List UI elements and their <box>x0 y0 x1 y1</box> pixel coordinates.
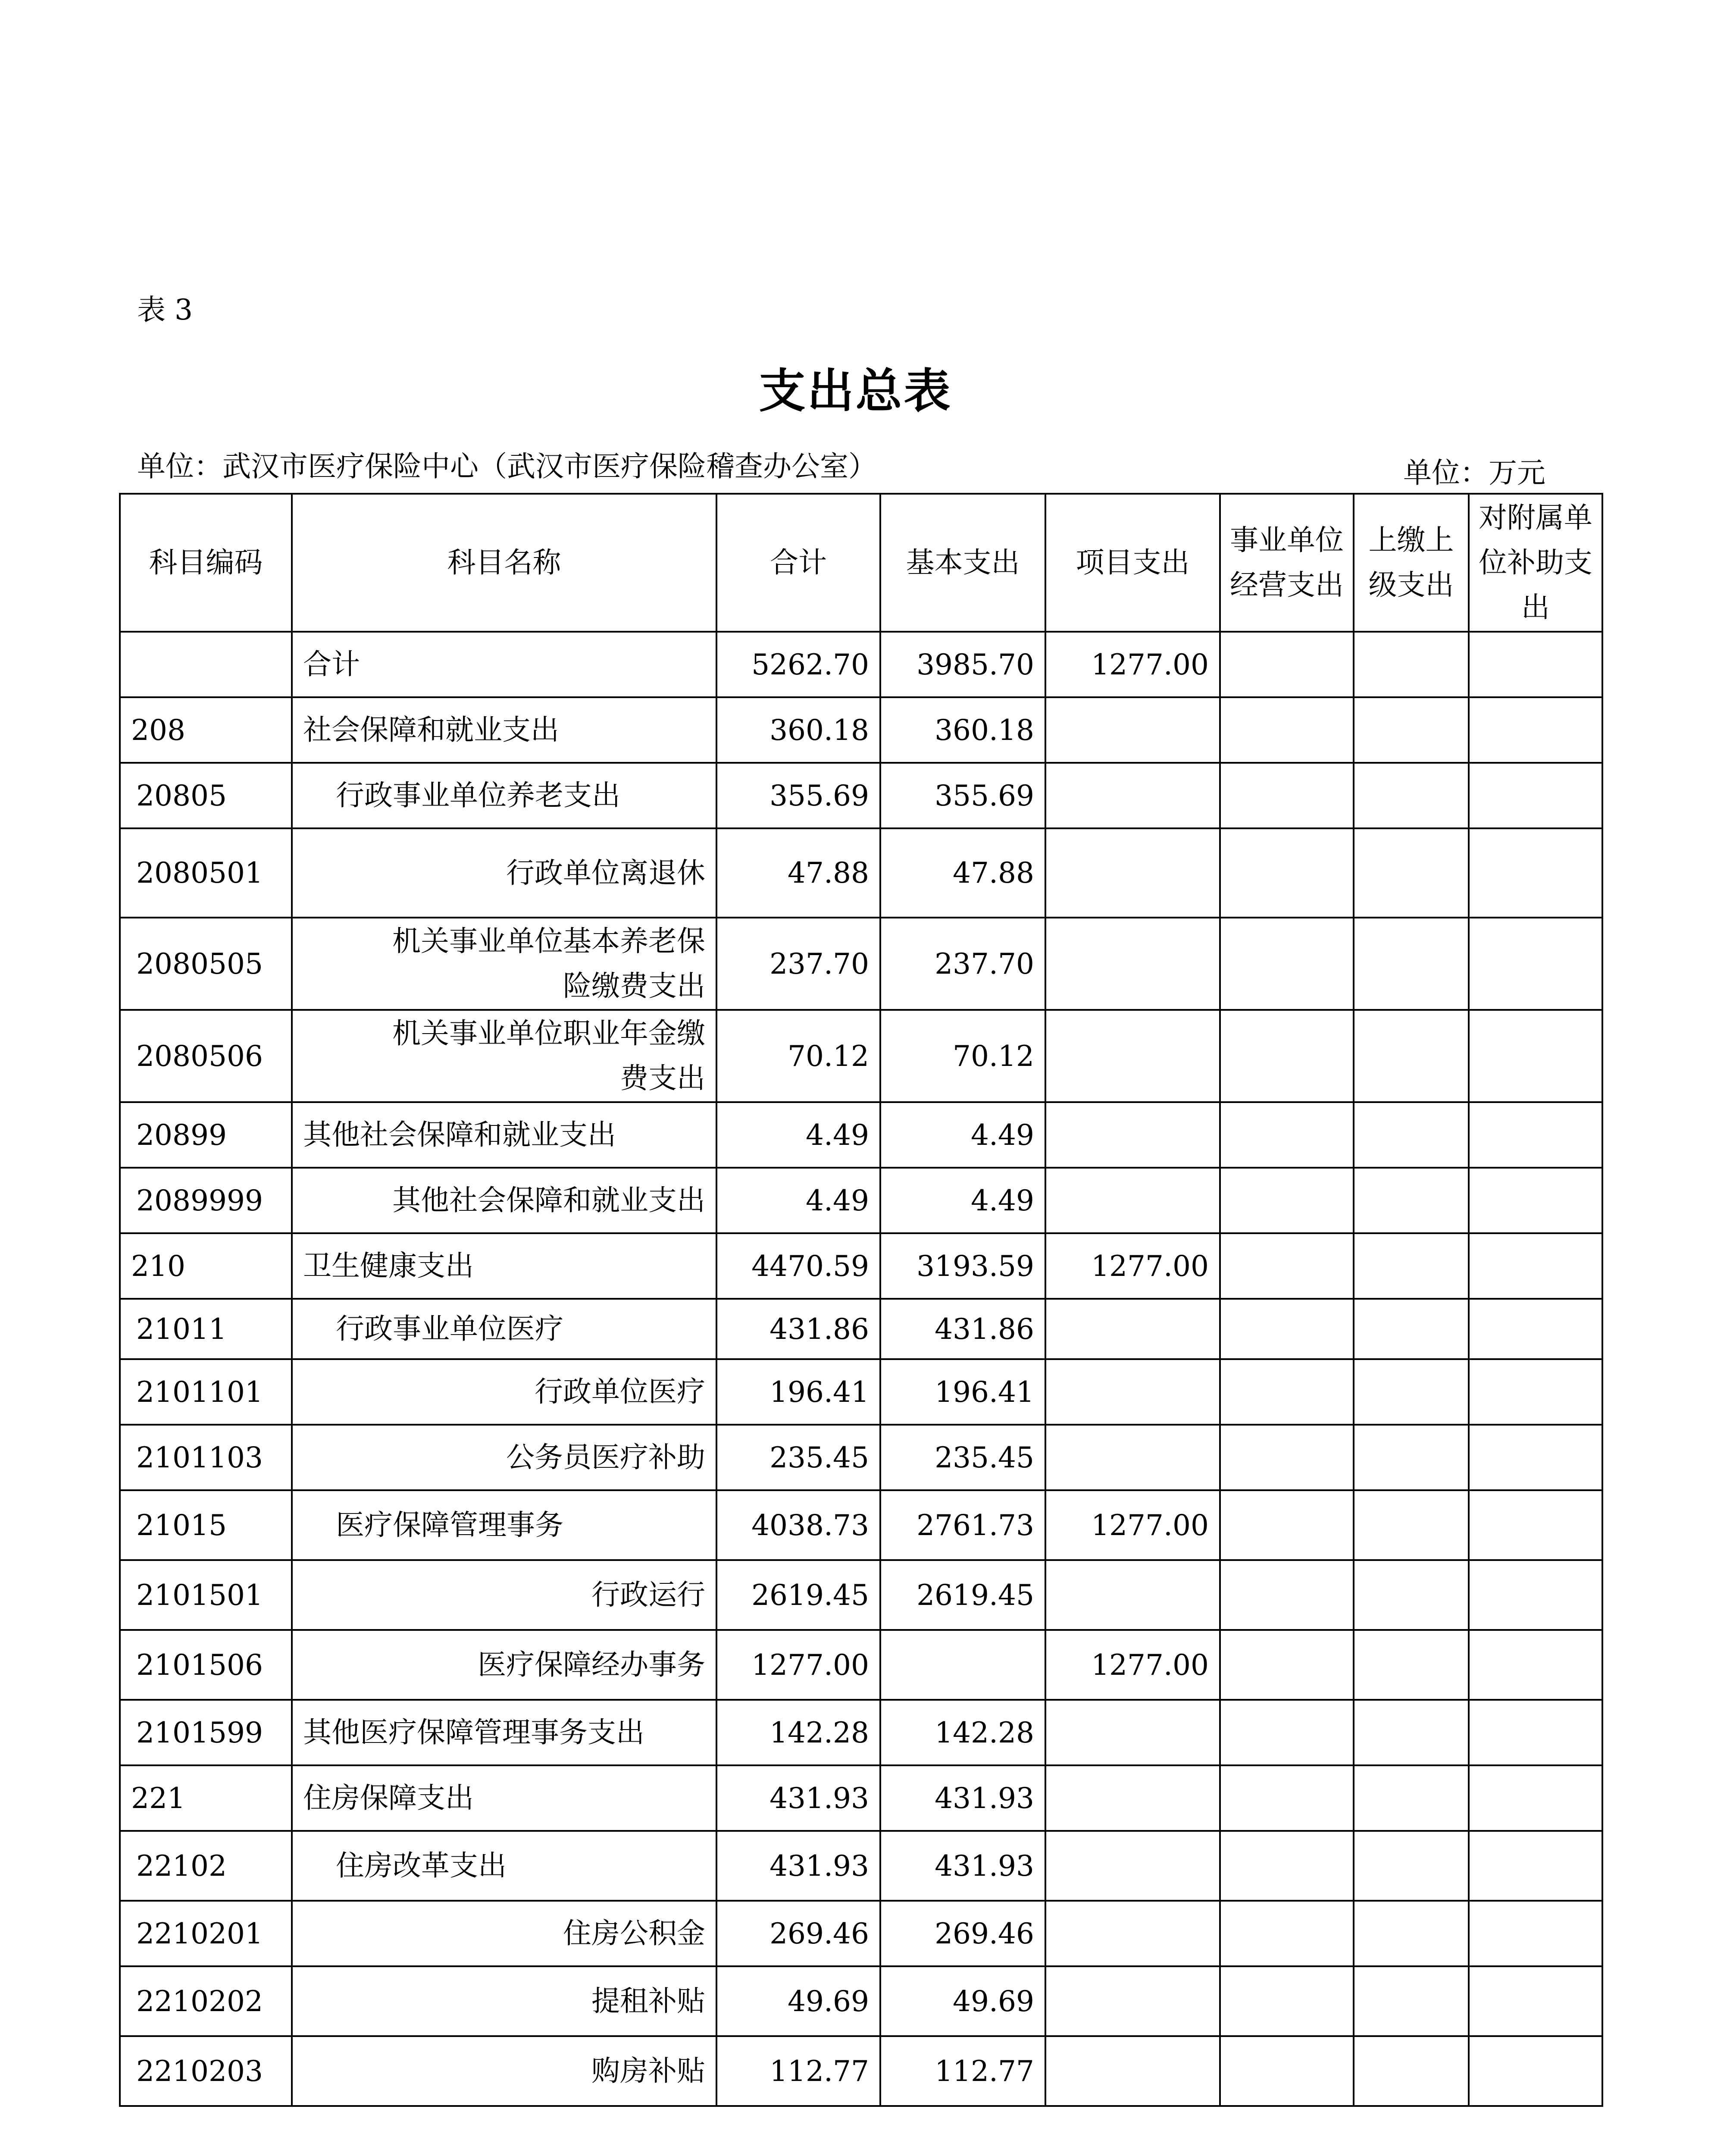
expenditure-table <box>119 493 1603 2107</box>
row-upper <box>1354 1010 1469 1102</box>
table-row <box>120 1901 1602 1966</box>
row-basic: 235.45 <box>880 1425 1045 1490</box>
row-total: 269.46 <box>716 1901 880 1966</box>
row-business <box>1220 1901 1354 1966</box>
row-name: 行政事业单位医疗 <box>292 1299 716 1359</box>
row-total: 47.88 <box>716 828 880 918</box>
row-business <box>1220 1102 1354 1168</box>
row-total: 4.49 <box>716 1102 880 1168</box>
row-name: 其他社会保障和就业支出 <box>292 1102 716 1168</box>
row-business <box>1220 1700 1354 1765</box>
row-subsidy <box>1469 1560 1602 1630</box>
row-code <box>120 632 292 697</box>
row-upper <box>1354 1560 1469 1630</box>
header-basic: 基本支出 <box>880 494 1045 632</box>
row-upper <box>1354 1966 1469 2036</box>
row-total: 4.49 <box>716 1168 880 1233</box>
row-name: 机关事业单位基本养老保险缴费支出 <box>292 918 716 1010</box>
row-code: 2210201 <box>120 1901 292 1966</box>
row-subsidy <box>1469 1966 1602 2036</box>
row-name: 医疗保障经办事务 <box>292 1630 716 1700</box>
row-total: 355.69 <box>716 763 880 828</box>
row-code: 2210203 <box>120 2036 292 2106</box>
row-total: 431.93 <box>716 1765 880 1831</box>
row-upper <box>1354 1233 1469 1299</box>
row-code: 2080501 <box>120 828 292 918</box>
row-project <box>1045 763 1220 828</box>
row-business <box>1220 763 1354 828</box>
row-basic: 70.12 <box>880 1010 1045 1102</box>
row-basic: 49.69 <box>880 1966 1045 2036</box>
row-subsidy <box>1469 1233 1602 1299</box>
row-basic: 196.41 <box>880 1359 1045 1425</box>
row-business <box>1220 697 1354 763</box>
row-business <box>1220 632 1354 697</box>
header-total: 合计 <box>716 494 880 632</box>
row-project <box>1045 1831 1220 1901</box>
row-total: 4470.59 <box>716 1233 880 1299</box>
row-code: 22102 <box>120 1831 292 1901</box>
row-total: 2619.45 <box>716 1560 880 1630</box>
row-project <box>1045 1425 1220 1490</box>
row-business <box>1220 828 1354 918</box>
row-project <box>1045 2036 1220 2106</box>
table-row <box>120 632 1602 697</box>
header-business: 事业单位经营支出 <box>1220 494 1354 632</box>
table-row <box>120 1010 1602 1102</box>
row-project <box>1045 697 1220 763</box>
table-row <box>120 1560 1602 1630</box>
table-row <box>120 1966 1602 2036</box>
row-business <box>1220 1765 1354 1831</box>
row-total: 237.70 <box>716 918 880 1010</box>
row-subsidy <box>1469 1700 1602 1765</box>
row-business <box>1220 1831 1354 1901</box>
row-code: 2101501 <box>120 1560 292 1630</box>
row-total: 49.69 <box>716 1966 880 2036</box>
row-total: 70.12 <box>716 1010 880 1102</box>
row-code: 20899 <box>120 1102 292 1168</box>
row-business <box>1220 1168 1354 1233</box>
row-basic: 4.49 <box>880 1168 1045 1233</box>
row-business <box>1220 1560 1354 1630</box>
row-upper <box>1354 2036 1469 2106</box>
row-business <box>1220 1233 1354 1299</box>
table-row <box>120 1168 1602 1233</box>
row-subsidy <box>1469 1359 1602 1425</box>
row-upper <box>1354 1490 1469 1560</box>
row-code: 2089999 <box>120 1168 292 1233</box>
table-row <box>120 1233 1602 1299</box>
row-code: 21015 <box>120 1490 292 1560</box>
header-upper: 上缴上级支出 <box>1354 494 1469 632</box>
row-subsidy <box>1469 918 1602 1010</box>
row-name: 购房补贴 <box>292 2036 716 2106</box>
row-basic: 237.70 <box>880 918 1045 1010</box>
row-name: 卫生健康支出 <box>292 1233 716 1299</box>
row-subsidy <box>1469 1765 1602 1831</box>
row-project <box>1045 918 1220 1010</box>
row-project: 1277.00 <box>1045 632 1220 697</box>
row-name: 机关事业单位职业年金缴费支出 <box>292 1010 716 1102</box>
row-subsidy <box>1469 763 1602 828</box>
row-basic: 431.93 <box>880 1831 1045 1901</box>
row-subsidy <box>1469 1168 1602 1233</box>
row-upper <box>1354 1425 1469 1490</box>
row-code: 2101103 <box>120 1425 292 1490</box>
row-upper <box>1354 632 1469 697</box>
row-basic: 2619.45 <box>880 1560 1045 1630</box>
row-subsidy <box>1469 697 1602 763</box>
row-name: 住房改革支出 <box>292 1831 716 1901</box>
row-project <box>1045 1560 1220 1630</box>
table-row <box>120 1765 1602 1831</box>
row-upper <box>1354 1359 1469 1425</box>
table-row <box>120 1831 1602 1901</box>
row-project <box>1045 1966 1220 2036</box>
row-total: 1277.00 <box>716 1630 880 1700</box>
row-code: 210 <box>120 1233 292 1299</box>
table-row <box>120 1299 1602 1359</box>
table-row <box>120 1425 1602 1490</box>
row-name: 住房公积金 <box>292 1901 716 1966</box>
row-project: 1277.00 <box>1045 1630 1220 1700</box>
table-row <box>120 2036 1602 2106</box>
row-code: 2080506 <box>120 1010 292 1102</box>
row-code: 208 <box>120 697 292 763</box>
row-name: 行政单位离退休 <box>292 828 716 918</box>
row-business <box>1220 1010 1354 1102</box>
row-name: 医疗保障管理事务 <box>292 1490 716 1560</box>
row-basic: 4.49 <box>880 1102 1045 1168</box>
row-upper <box>1354 1831 1469 1901</box>
row-basic: 355.69 <box>880 763 1045 828</box>
row-business <box>1220 2036 1354 2106</box>
row-subsidy <box>1469 1630 1602 1700</box>
row-total: 360.18 <box>716 697 880 763</box>
header-subsidy: 对附属单位补助支出 <box>1469 494 1602 632</box>
row-total: 196.41 <box>716 1359 880 1425</box>
row-upper <box>1354 828 1469 918</box>
row-upper <box>1354 1901 1469 1966</box>
row-name: 住房保障支出 <box>292 1765 716 1831</box>
row-project <box>1045 828 1220 918</box>
row-subsidy <box>1469 828 1602 918</box>
table-row <box>120 763 1602 828</box>
row-code: 2101599 <box>120 1700 292 1765</box>
row-project <box>1045 1901 1220 1966</box>
row-upper <box>1354 1630 1469 1700</box>
row-business <box>1220 918 1354 1010</box>
row-name: 行政事业单位养老支出 <box>292 763 716 828</box>
header-code: 科目编码 <box>120 494 292 632</box>
row-name: 其他医疗保障管理事务支出 <box>292 1700 716 1765</box>
row-basic: 360.18 <box>880 697 1045 763</box>
table-row <box>120 918 1602 1010</box>
row-subsidy <box>1469 2036 1602 2106</box>
row-basic: 47.88 <box>880 828 1045 918</box>
row-business <box>1220 1425 1354 1490</box>
table-row <box>120 1700 1602 1765</box>
row-total: 5262.70 <box>716 632 880 697</box>
table-label: 表 3 <box>137 293 193 326</box>
row-upper <box>1354 1102 1469 1168</box>
row-upper <box>1354 763 1469 828</box>
row-upper <box>1354 697 1469 763</box>
row-name: 行政单位医疗 <box>292 1359 716 1425</box>
row-subsidy <box>1469 1102 1602 1168</box>
row-basic: 3193.59 <box>880 1233 1045 1299</box>
table-row <box>120 828 1602 918</box>
row-project <box>1045 1299 1220 1359</box>
row-basic: 3985.70 <box>880 632 1045 697</box>
row-basic: 142.28 <box>880 1700 1045 1765</box>
row-name: 社会保障和就业支出 <box>292 697 716 763</box>
row-code: 20805 <box>120 763 292 828</box>
row-basic: 2761.73 <box>880 1490 1045 1560</box>
row-project <box>1045 1700 1220 1765</box>
row-basic: 431.93 <box>880 1765 1045 1831</box>
row-upper <box>1354 1299 1469 1359</box>
row-total: 431.93 <box>716 1831 880 1901</box>
row-total: 142.28 <box>716 1700 880 1765</box>
row-project: 1277.00 <box>1045 1490 1220 1560</box>
row-project <box>1045 1765 1220 1831</box>
row-basic: 269.46 <box>880 1901 1045 1966</box>
row-business <box>1220 1299 1354 1359</box>
row-code: 2080505 <box>120 918 292 1010</box>
page-title: 支出总表 <box>759 364 952 418</box>
row-code: 21011 <box>120 1299 292 1359</box>
row-project <box>1045 1102 1220 1168</box>
table-row <box>120 1490 1602 1560</box>
row-name: 提租补贴 <box>292 1966 716 2036</box>
row-basic <box>880 1630 1045 1700</box>
row-business <box>1220 1966 1354 2036</box>
row-subsidy <box>1469 1831 1602 1901</box>
row-name: 行政运行 <box>292 1560 716 1630</box>
table-row <box>120 1359 1602 1425</box>
row-project <box>1045 1168 1220 1233</box>
row-upper <box>1354 1168 1469 1233</box>
row-upper <box>1354 918 1469 1010</box>
row-code: 2101101 <box>120 1359 292 1425</box>
table-row <box>120 1102 1602 1168</box>
table-row <box>120 1630 1602 1700</box>
row-upper <box>1354 1700 1469 1765</box>
header-name: 科目名称 <box>292 494 716 632</box>
row-name: 其他社会保障和就业支出 <box>292 1168 716 1233</box>
row-total: 112.77 <box>716 2036 880 2106</box>
row-business <box>1220 1490 1354 1560</box>
row-basic: 431.86 <box>880 1299 1045 1359</box>
row-code: 2210202 <box>120 1966 292 2036</box>
row-subsidy <box>1469 1425 1602 1490</box>
row-upper <box>1354 1765 1469 1831</box>
row-project <box>1045 1010 1220 1102</box>
unit-organization: 单位：武汉市医疗保险中心（武汉市医疗保险稽查办公室） <box>137 450 877 483</box>
row-basic: 112.77 <box>880 2036 1045 2106</box>
row-business <box>1220 1630 1354 1700</box>
row-total: 431.86 <box>716 1299 880 1359</box>
header-project: 项目支出 <box>1045 494 1220 632</box>
row-name: 公务员医疗补助 <box>292 1425 716 1490</box>
row-project <box>1045 1359 1220 1425</box>
row-subsidy <box>1469 1010 1602 1102</box>
row-code: 2101506 <box>120 1630 292 1700</box>
row-total: 4038.73 <box>716 1490 880 1560</box>
table-row <box>120 697 1602 763</box>
row-business <box>1220 1359 1354 1425</box>
row-total: 235.45 <box>716 1425 880 1490</box>
row-subsidy <box>1469 1901 1602 1966</box>
row-name: 合计 <box>292 632 716 697</box>
header-row <box>120 494 1602 632</box>
unit-currency: 单位：万元 <box>1403 456 1545 489</box>
row-project: 1277.00 <box>1045 1233 1220 1299</box>
row-subsidy <box>1469 1299 1602 1359</box>
row-subsidy <box>1469 1490 1602 1560</box>
row-code: 221 <box>120 1765 292 1831</box>
row-subsidy <box>1469 632 1602 697</box>
